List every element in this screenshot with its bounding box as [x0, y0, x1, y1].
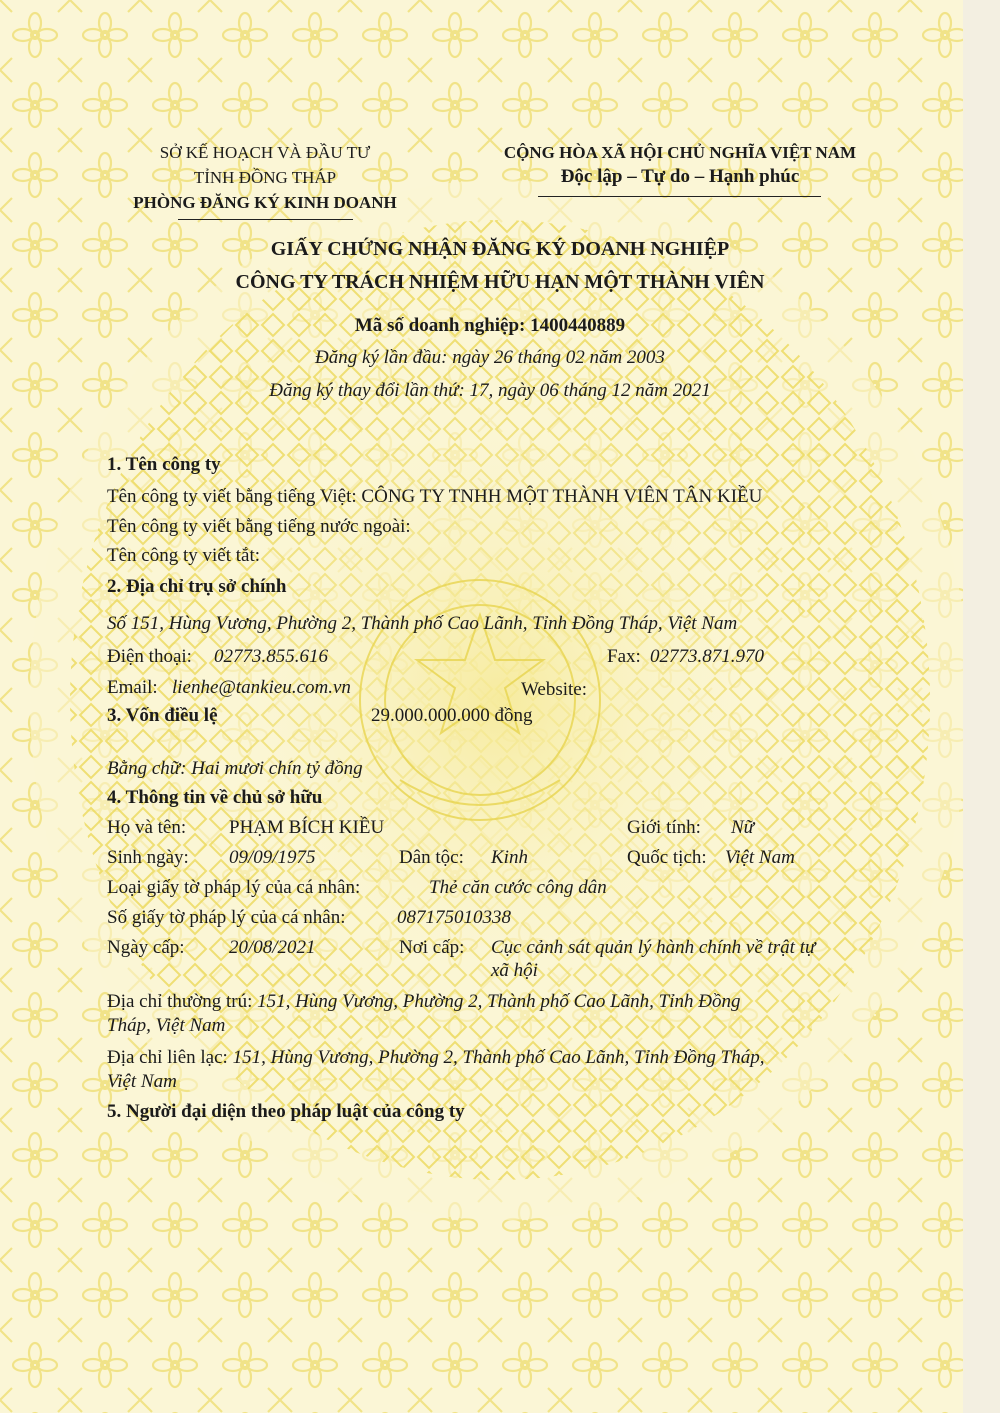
nationality-label: Quốc tịch: — [627, 847, 707, 868]
section-3-heading: 3. Vốn điều lệ — [107, 705, 218, 726]
ethnicity-label: Dân tộc: — [399, 847, 464, 868]
right-header-underline — [538, 196, 821, 197]
email-label: Email: — [107, 677, 158, 698]
permanent-address-value-line1: 151, Hùng Vương, Phường 2, Thành phố Cao Lãnh, Tỉnh Đồng — [257, 991, 741, 1012]
id-number-label: Số giấy tờ pháp lý của cá nhân: — [107, 907, 346, 928]
owner-name-label: Họ và tên: — [107, 817, 187, 838]
short-name-label: Tên công ty viết tắt: — [107, 545, 261, 566]
section-2-heading: 2. Địa chỉ trụ sở chính — [107, 576, 287, 597]
owner-name-value: PHẠM BÍCH KIỀU — [229, 817, 385, 838]
permanent-address-row — [107, 991, 740, 1013]
email-value: lienhe@tankieu.com.vn — [172, 677, 351, 698]
contact-address-row — [107, 1047, 764, 1069]
section-4-heading: 4. Thông tin về chủ sở hữu — [107, 787, 323, 808]
ethnicity-value: Kinh — [491, 847, 528, 868]
permanent-address-value-line2: Tháp, Việt Nam — [107, 1015, 226, 1036]
nationality-value: Việt Nam — [725, 847, 795, 868]
enterprise-code: Mã số doanh nghiệp: 1400440889 — [354, 315, 626, 336]
issuing-office: PHÒNG ĐĂNG KÝ KINH DOANH — [133, 193, 397, 212]
fax-label: Fax: — [607, 646, 641, 667]
head-office-address: Số 151, Hùng Vương, Phường 2, Thành phố Cao Lãnh, Tỉnh Đồng Tháp, Việt Nam — [107, 613, 738, 634]
issue-place-value-line1: Cục cảnh sát quản lý hành chính về trật tự — [491, 937, 816, 958]
contact-address-value-line1: 151, Hùng Vương, Phường 2, Thành phố Cao Lãnh, Tỉnh Đồng Tháp, — [232, 1047, 765, 1068]
phone-value: 02773.855.616 — [214, 646, 328, 667]
national-motto: Độc lập – Tự do – Hạnh phúc — [560, 166, 800, 187]
id-number-value: 087175010338 — [397, 907, 511, 928]
foreign-name-label: Tên công ty viết bằng tiếng nước ngoài: — [107, 516, 411, 537]
change-registration-date: Đăng ký thay đổi lần thứ: 17, ngày 06 tháng 12 năm 2021 — [269, 380, 711, 401]
issuing-department-line2: TỈNH ĐỒNG THÁP — [193, 168, 337, 187]
gender-label: Giới tính: — [627, 817, 701, 838]
company-type-title: CÔNG TY TRÁCH NHIỆM HỮU HẠN MỘT THÀNH VIÊN — [235, 271, 765, 293]
issue-date-value: 20/08/2021 — [229, 937, 316, 958]
dob-value: 09/09/1975 — [229, 847, 316, 868]
charter-capital-amount: 29.000.000.000 đồng — [371, 705, 533, 726]
left-header-underline — [178, 219, 353, 220]
country-name: CỘNG HÒA XÃ HỘI CHỦ NGHĨA VIỆT NAM — [503, 143, 857, 162]
contact-address-label: Địa chỉ liên lạc: — [107, 1047, 228, 1068]
permanent-address-label: Địa chỉ thường trú: — [107, 991, 253, 1012]
issue-place-value-line2: xã hội — [491, 960, 538, 981]
dob-label: Sinh ngày: — [107, 847, 189, 868]
vn-name-row — [107, 486, 762, 508]
vn-name-value: CÔNG TY TNHH MỘT THÀNH VIÊN TÂN KIỀU — [361, 486, 763, 507]
vn-name-label: Tên công ty viết bằng tiếng Việt: — [107, 486, 357, 507]
section-5-heading: 5. Người đại diện theo pháp luật của công ty — [107, 1101, 465, 1122]
issue-place-label: Nơi cấp: — [399, 937, 465, 958]
issuing-department-line1: SỞ KẾ HOẠCH VÀ ĐẦU TƯ — [159, 143, 371, 162]
id-type-label: Loại giấy tờ pháp lý của cá nhân: — [107, 877, 361, 898]
gender-value: Nữ — [731, 817, 755, 838]
contact-address-value-line2: Việt Nam — [107, 1071, 177, 1092]
id-type-value: Thẻ căn cước công dân — [429, 877, 607, 898]
document-title: GIẤY CHỨNG NHẬN ĐĂNG KÝ DOANH NGHIỆP — [270, 238, 730, 260]
section-1-heading: 1. Tên công ty — [107, 454, 221, 475]
issue-date-label: Ngày cấp: — [107, 937, 185, 958]
first-registration-date: Đăng ký lần đầu: ngày 26 tháng 02 năm 2003 — [315, 347, 665, 368]
website-label: Website: — [521, 679, 588, 700]
phone-label: Điện thoại: — [107, 646, 192, 667]
fax-value: 02773.871.970 — [650, 646, 764, 667]
charter-capital-in-words: Bằng chữ: Hai mươi chín tỷ đồng — [107, 758, 363, 779]
